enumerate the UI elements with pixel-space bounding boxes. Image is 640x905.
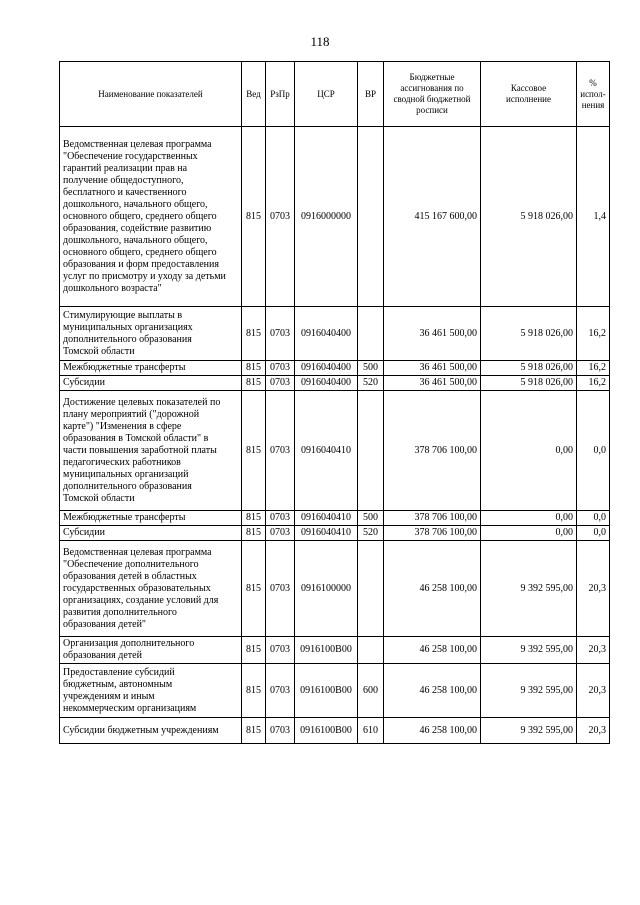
cell-name: Межбюджетные трансферты [60, 361, 242, 376]
cell-rzpr: 0703 [266, 718, 295, 744]
header-csr: ЦСР [295, 62, 358, 127]
cell-cash: 5 918 026,00 [481, 307, 577, 361]
table-row [60, 361, 610, 376]
table-row [60, 511, 610, 526]
table-row [60, 526, 610, 541]
cell-budget: 36 461 500,00 [384, 307, 481, 361]
cell-ved: 815 [242, 307, 266, 361]
cell-budget: 378 706 100,00 [384, 511, 481, 526]
cell-csr: 0916040410 [295, 511, 358, 526]
cell-vr [358, 127, 384, 307]
cell-vr: 500 [358, 511, 384, 526]
cell-rzpr: 0703 [266, 526, 295, 541]
cell-budget: 415 167 600,00 [384, 127, 481, 307]
cell-csr: 0916040410 [295, 391, 358, 511]
cell-rzpr: 0703 [266, 127, 295, 307]
cell-rzpr: 0703 [266, 541, 295, 637]
table-header-row [60, 62, 610, 127]
cell-budget: 46 258 100,00 [384, 718, 481, 744]
table-row [60, 541, 610, 637]
cell-name: Достижение целевых показателей по плану мероприятий ("дорожной карте") "Изменения в сфере образования в Томской области" в части повышения заработной платы педагогических работников муниципальных организаций дополнительного образования Томской области [60, 391, 242, 511]
cell-csr: 0916040400 [295, 361, 358, 376]
cell-csr: 0916100В00 [295, 718, 358, 744]
cell-name: Стимулирующие выплаты в муниципальных организациях дополнительного образования Томской области [60, 307, 242, 361]
cell-ved: 815 [242, 637, 266, 664]
cell-rzpr: 0703 [266, 391, 295, 511]
table-row [60, 307, 610, 361]
cell-budget: 46 258 100,00 [384, 637, 481, 664]
cell-budget: 378 706 100,00 [384, 526, 481, 541]
cell-cash: 9 392 595,00 [481, 541, 577, 637]
cell-ved: 815 [242, 127, 266, 307]
table-row [60, 391, 610, 511]
header-name: Наименование показателей [60, 62, 242, 127]
cell-name: Предоставление субсидий бюджетным, автономным учреждениям и иным некоммерческим организациям [60, 664, 242, 718]
cell-cash: 9 392 595,00 [481, 637, 577, 664]
cell-pct: 16,2 [577, 361, 610, 376]
table-row [60, 718, 610, 744]
cell-ved: 815 [242, 376, 266, 391]
cell-csr: 0916040400 [295, 307, 358, 361]
cell-rzpr: 0703 [266, 361, 295, 376]
cell-ved: 815 [242, 511, 266, 526]
header-rzpr: РзПр [266, 62, 295, 127]
cell-cash: 0,00 [481, 391, 577, 511]
cell-csr: 0916100000 [295, 541, 358, 637]
cell-csr: 0916000000 [295, 127, 358, 307]
cell-csr: 0916040410 [295, 526, 358, 541]
cell-vr [358, 541, 384, 637]
budget-execution-table [59, 61, 610, 744]
cell-name: Субсидии бюджетным учреждениям [60, 718, 242, 744]
table-row [60, 637, 610, 664]
cell-pct: 20,3 [577, 541, 610, 637]
cell-rzpr: 0703 [266, 637, 295, 664]
header-ved: Вед [242, 62, 266, 127]
cell-name: Субсидии [60, 526, 242, 541]
cell-name: Межбюджетные трансферты [60, 511, 242, 526]
cell-pct: 0,0 [577, 526, 610, 541]
cell-ved: 815 [242, 541, 266, 637]
cell-cash: 5 918 026,00 [481, 127, 577, 307]
cell-csr: 0916100В00 [295, 664, 358, 718]
cell-vr: 600 [358, 664, 384, 718]
cell-pct: 20,3 [577, 664, 610, 718]
table-row [60, 664, 610, 718]
cell-ved: 815 [242, 718, 266, 744]
header-budget: Бюджетные ассигнования по сводной бюджетной росписи [384, 62, 481, 127]
cell-vr: 520 [358, 526, 384, 541]
header-cash: Кассовое исполнение [481, 62, 577, 127]
cell-ved: 815 [242, 526, 266, 541]
cell-vr [358, 307, 384, 361]
cell-vr: 610 [358, 718, 384, 744]
cell-ved: 815 [242, 361, 266, 376]
cell-vr: 500 [358, 361, 384, 376]
cell-rzpr: 0703 [266, 511, 295, 526]
cell-csr: 0916040400 [295, 376, 358, 391]
cell-pct: 1,4 [577, 127, 610, 307]
cell-cash: 5 918 026,00 [481, 376, 577, 391]
cell-rzpr: 0703 [266, 376, 295, 391]
cell-budget: 46 258 100,00 [384, 541, 481, 637]
cell-cash: 0,00 [481, 526, 577, 541]
cell-pct: 20,3 [577, 637, 610, 664]
header-vr: ВР [358, 62, 384, 127]
cell-ved: 815 [242, 664, 266, 718]
table-row [60, 376, 610, 391]
cell-cash: 0,00 [481, 511, 577, 526]
cell-csr: 0916100В00 [295, 637, 358, 664]
cell-budget: 378 706 100,00 [384, 391, 481, 511]
cell-name: Ведомственная целевая программа "Обеспечение государственных гарантий реализации прав на получение общедоступного, бесплатного и качественного дошкольного, начального общего, основного общего, среднего общего образования, содействие развитию дошкольного, начального общего, основного общего, среднего общего образования и форм предоставления услуг по присмотру и уходу за детьми дошкольного возраста" [60, 127, 242, 307]
cell-pct: 16,2 [577, 307, 610, 361]
cell-cash: 9 392 595,00 [481, 718, 577, 744]
cell-ved: 815 [242, 391, 266, 511]
cell-vr [358, 637, 384, 664]
cell-name: Ведомственная целевая программа "Обеспечение дополнительного образования детей в областных государственных образовательных организациях, создание условий для развития дополнительного образования детей" [60, 541, 242, 637]
cell-cash: 5 918 026,00 [481, 361, 577, 376]
cell-pct: 0,0 [577, 391, 610, 511]
header-pct: % испол- нения [577, 62, 610, 127]
cell-rzpr: 0703 [266, 664, 295, 718]
cell-vr [358, 391, 384, 511]
cell-pct: 0,0 [577, 511, 610, 526]
cell-pct: 16,2 [577, 376, 610, 391]
cell-budget: 36 461 500,00 [384, 376, 481, 391]
page-number: 118 [310, 34, 330, 49]
cell-cash: 9 392 595,00 [481, 664, 577, 718]
cell-budget: 46 258 100,00 [384, 664, 481, 718]
cell-rzpr: 0703 [266, 307, 295, 361]
cell-pct: 20,3 [577, 718, 610, 744]
cell-budget: 36 461 500,00 [384, 361, 481, 376]
cell-name: Организация дополнительного образования детей [60, 637, 242, 664]
cell-name: Субсидии [60, 376, 242, 391]
table-row [60, 127, 610, 307]
cell-vr: 520 [358, 376, 384, 391]
